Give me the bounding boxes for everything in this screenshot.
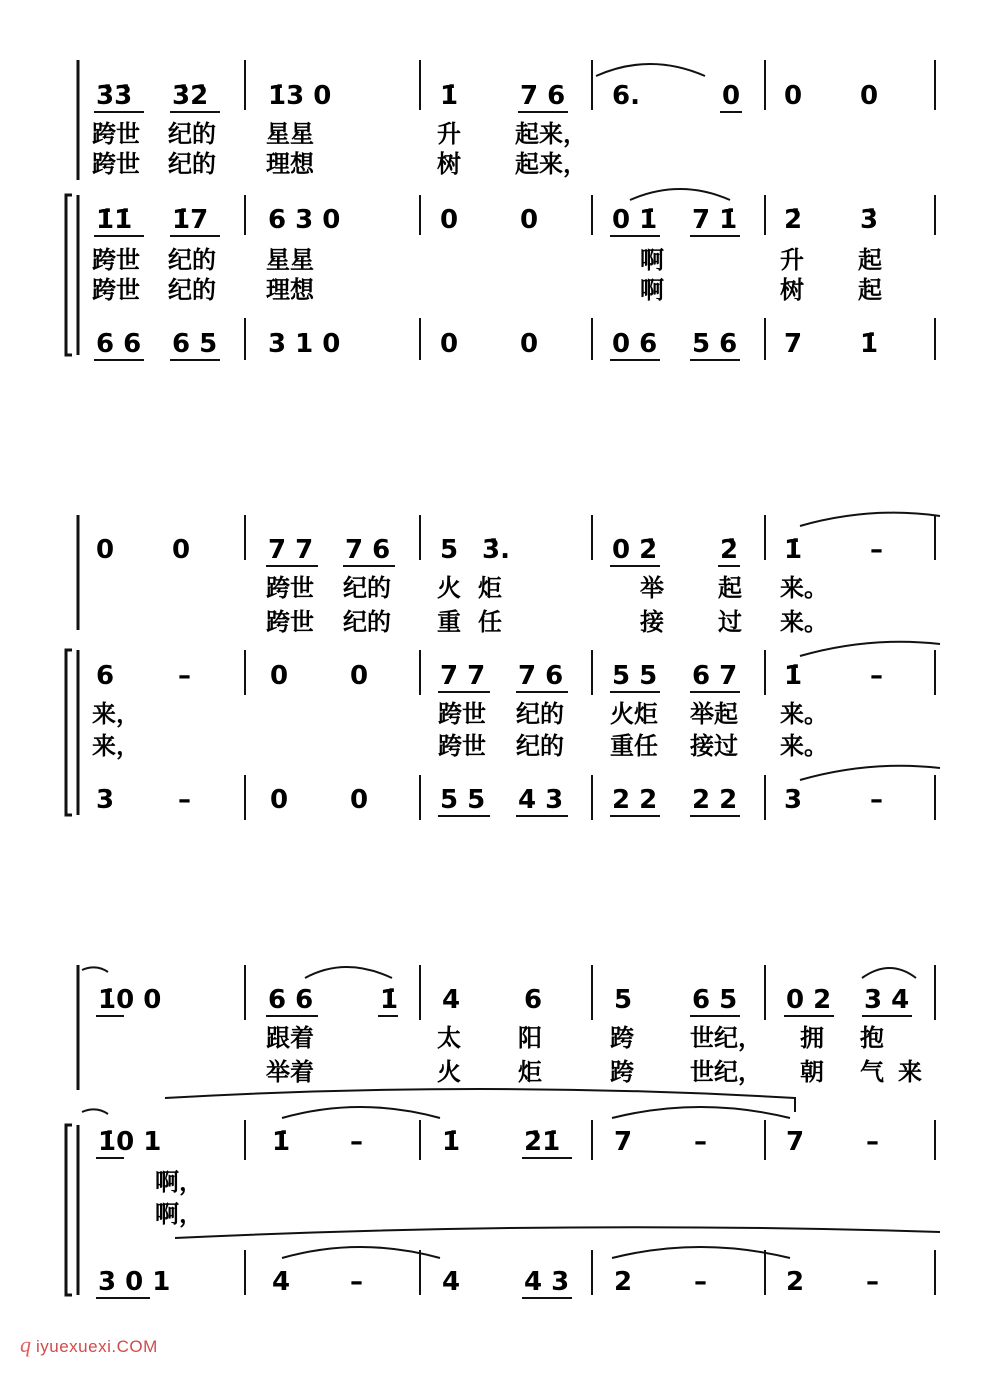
- lyric: 来。: [780, 573, 828, 602]
- note-group: 0: [520, 205, 539, 235]
- lyric: 纪的: [343, 573, 391, 602]
- note-group: –: [870, 785, 883, 815]
- note-group: 1̇0 0: [98, 985, 162, 1015]
- slur: [596, 64, 705, 76]
- note-group: 6 6: [96, 329, 142, 359]
- voice-3-notes: [96, 329, 878, 359]
- lyric: 阳: [518, 1023, 542, 1052]
- note-group: 3 4: [864, 985, 910, 1015]
- lyric: 纪的: [516, 731, 564, 760]
- note-group: 5: [614, 985, 633, 1015]
- voice-3-notes: [98, 1267, 879, 1297]
- note-group: 0: [172, 535, 191, 565]
- lyric: 起来，: [515, 149, 587, 178]
- note-group: 6: [96, 661, 115, 691]
- lyric: 星星: [266, 119, 314, 148]
- note-group: 0: [270, 785, 289, 815]
- tie: [800, 766, 940, 780]
- note-group: 5: [440, 535, 459, 565]
- note-group: 1̇: [784, 661, 803, 691]
- note-group: 2̇1̇: [524, 1127, 561, 1157]
- lyrics-v2: [92, 699, 828, 760]
- system-2: [66, 513, 940, 820]
- note-group: 5 5: [440, 785, 486, 815]
- lyrics-v1: [265, 1023, 922, 1086]
- lyric: 理想: [266, 275, 314, 304]
- note-group: 1̇: [784, 535, 803, 565]
- tie: [82, 967, 108, 972]
- note-group: 3 1 0: [268, 329, 341, 359]
- lyric: 跨世: [92, 245, 140, 274]
- bar-lines: [245, 60, 935, 360]
- note-group: 1̇: [380, 985, 399, 1015]
- lyric: 纪的: [168, 275, 216, 304]
- note-group: 0: [350, 661, 369, 691]
- note-group: 6: [524, 985, 543, 1015]
- note-group: 3: [784, 785, 803, 815]
- note-group: –: [870, 535, 883, 565]
- lyric: 重任: [610, 731, 658, 760]
- lyric: 炬: [478, 573, 502, 602]
- note-group: 7: [784, 329, 803, 359]
- note-group: 0: [96, 535, 115, 565]
- lyric: 举着: [266, 1057, 314, 1086]
- lyric: 来。: [780, 607, 828, 636]
- note-group: 6 3 0: [268, 205, 341, 235]
- note-group: –: [178, 785, 191, 815]
- note-group: 0: [270, 661, 289, 691]
- note-group: 1̇: [860, 329, 879, 359]
- lyric: 气: [860, 1057, 884, 1086]
- site-watermark: [20, 1332, 158, 1357]
- note-group: 1̇0 1: [98, 1127, 162, 1157]
- note-group: –: [866, 1267, 879, 1297]
- note-group: –: [866, 1127, 879, 1157]
- note-group: 7 6: [518, 661, 564, 691]
- note-group: 0: [722, 81, 741, 111]
- lyric: 举起: [690, 699, 738, 728]
- lyric: 跨世: [438, 731, 486, 760]
- lyrics-v2: [92, 245, 882, 304]
- lyric: 树: [437, 149, 461, 178]
- system-1: [66, 60, 935, 360]
- lyric: 起: [858, 275, 882, 304]
- lyric: 跨: [610, 1057, 634, 1086]
- note-group: 0: [440, 205, 459, 235]
- note-group: 5 5: [612, 661, 658, 691]
- bar-lines: [245, 965, 935, 1295]
- lyric: 跨世: [266, 573, 314, 602]
- lyric: 来，: [92, 731, 140, 760]
- slur: [862, 968, 916, 978]
- lyric: 过: [718, 607, 742, 636]
- note-group: 7 7: [268, 535, 314, 565]
- lyric: 啊: [640, 275, 664, 304]
- lyric: 来: [898, 1057, 922, 1086]
- lyric: 升: [780, 245, 804, 274]
- lyric: 起: [718, 573, 742, 602]
- note-group: 2 2: [692, 785, 738, 815]
- note-group: 1̇: [442, 1127, 461, 1157]
- voice-1-notes: [96, 81, 878, 111]
- note-group: 3̇.: [482, 535, 510, 565]
- note-group: 7: [614, 1127, 633, 1157]
- note-group: 0 6: [612, 329, 658, 359]
- lyric: 跨世: [266, 607, 314, 636]
- slur: [282, 1107, 440, 1118]
- choir-bracket: [66, 195, 72, 355]
- tie: [82, 1109, 108, 1114]
- lyric: 举: [640, 573, 664, 602]
- note-group: 4: [442, 1267, 461, 1297]
- tie: [800, 642, 940, 656]
- lyric: 太: [437, 1023, 461, 1052]
- note-group: 3 0 1: [98, 1267, 171, 1297]
- note-group: 7 7: [440, 661, 486, 691]
- lyric: 任: [478, 607, 502, 636]
- lyric: 接过: [690, 731, 738, 760]
- note-group: –: [178, 661, 191, 691]
- lyric: 拥: [800, 1023, 824, 1052]
- note-group: 2: [614, 1267, 633, 1297]
- lyric: 纪的: [168, 119, 216, 148]
- voice-1-notes: [98, 985, 909, 1015]
- slur: [305, 967, 392, 978]
- lyric: 起来，: [515, 119, 587, 148]
- slur: [630, 189, 730, 200]
- lyric: 起: [858, 245, 882, 274]
- watermark-logo-q: q: [20, 1332, 31, 1357]
- note-group: 7: [786, 1127, 805, 1157]
- watermark-text: iyuexuexi.COM: [36, 1337, 158, 1356]
- note-group: –: [870, 661, 883, 691]
- lyric: 抱: [860, 1023, 884, 1052]
- lyric: 啊，: [155, 1167, 203, 1196]
- lyric: 啊，: [155, 1199, 203, 1228]
- note-group: 0 2: [786, 985, 832, 1015]
- note-group: 4 3: [518, 785, 564, 815]
- lyric: 朝: [800, 1057, 824, 1086]
- lyric: 炬: [518, 1057, 542, 1086]
- note-group: 3̇2̇: [172, 81, 209, 111]
- note-group: 2: [786, 1267, 805, 1297]
- lyric: 跨世: [92, 275, 140, 304]
- note-group: 4: [442, 985, 461, 1015]
- note-group: 0: [860, 81, 879, 111]
- note-group: 2 2: [612, 785, 658, 815]
- lyric: 接: [640, 607, 664, 636]
- choir-bracket: [66, 650, 72, 815]
- voice-2-notes: [98, 1127, 879, 1157]
- lyric: 世纪，: [690, 1023, 762, 1052]
- lyric: 升: [437, 119, 461, 148]
- lyric: 来，: [92, 699, 140, 728]
- note-group: 0: [520, 329, 539, 359]
- note-group: 3: [96, 785, 115, 815]
- slur: [612, 1107, 790, 1118]
- note-group: –: [350, 1267, 363, 1297]
- note-group: 0: [350, 785, 369, 815]
- lyric: 重: [437, 607, 461, 636]
- note-group: –: [694, 1127, 707, 1157]
- note-group: 0: [784, 81, 803, 111]
- voice-2-notes: [96, 205, 878, 235]
- lyric: 跨: [610, 1023, 634, 1052]
- lyric: 树: [780, 275, 804, 304]
- note-group: 1̇1̇: [96, 205, 133, 235]
- lyric: 纪的: [168, 149, 216, 178]
- lyric: 火炬: [610, 699, 658, 728]
- lyric: 跨世: [438, 699, 486, 728]
- note-group: 3̇3̇: [96, 81, 133, 111]
- lyric: 来。: [780, 699, 828, 728]
- lyric: 啊: [640, 245, 664, 274]
- lyric: 跟着: [266, 1023, 314, 1052]
- note-group: 0 2̇: [612, 535, 658, 565]
- slur: [282, 1247, 440, 1258]
- note-group: 1̇7: [172, 205, 209, 235]
- lyric: 世纪，: [690, 1057, 762, 1086]
- note-group: –: [694, 1267, 707, 1297]
- phrase-slur: [165, 1089, 795, 1112]
- choir-bracket: [66, 1125, 72, 1295]
- lyric: 理想: [266, 149, 314, 178]
- lyric: 火: [437, 1057, 461, 1086]
- lyric: 跨世: [92, 119, 140, 148]
- note-group: 3̇: [860, 205, 879, 235]
- note-group: 7 6: [520, 81, 566, 111]
- lyrics-v1: [92, 119, 587, 178]
- note-group: 0: [440, 329, 459, 359]
- slur: [612, 1247, 790, 1258]
- note-group: 7 1̇: [692, 205, 738, 235]
- note-group: 0 1̇: [612, 205, 658, 235]
- note-group: 6 5: [172, 329, 218, 359]
- lyrics-v2: [155, 1167, 203, 1228]
- note-group: 5 6: [692, 329, 738, 359]
- note-group: 2̇: [784, 205, 803, 235]
- lyric: 纪的: [343, 607, 391, 636]
- lyric: 纪的: [516, 699, 564, 728]
- phrase-slur: [175, 1227, 940, 1238]
- lyric: 星星: [266, 245, 314, 274]
- tie: [800, 513, 940, 526]
- note-group: 7 6: [345, 535, 391, 565]
- note-group: 6.: [612, 81, 640, 111]
- lyrics-v1: [266, 573, 828, 636]
- note-group: 2̇: [720, 535, 739, 565]
- lyric: 跨世: [92, 149, 140, 178]
- note-group: 6 6: [268, 985, 314, 1015]
- lyric: 来。: [780, 731, 828, 760]
- note-group: –: [350, 1127, 363, 1157]
- note-group: 1̇3 0: [268, 81, 332, 111]
- note-group: 4 3: [524, 1267, 570, 1297]
- note-group: 1̇: [272, 1127, 291, 1157]
- lyric: 纪的: [168, 245, 216, 274]
- note-group: 1̇: [440, 81, 459, 111]
- lyric: 火: [437, 573, 461, 602]
- note-group: 4: [272, 1267, 291, 1297]
- note-group: 6 5: [692, 985, 738, 1015]
- system-3: [66, 965, 940, 1298]
- note-group: 6 7: [692, 661, 738, 691]
